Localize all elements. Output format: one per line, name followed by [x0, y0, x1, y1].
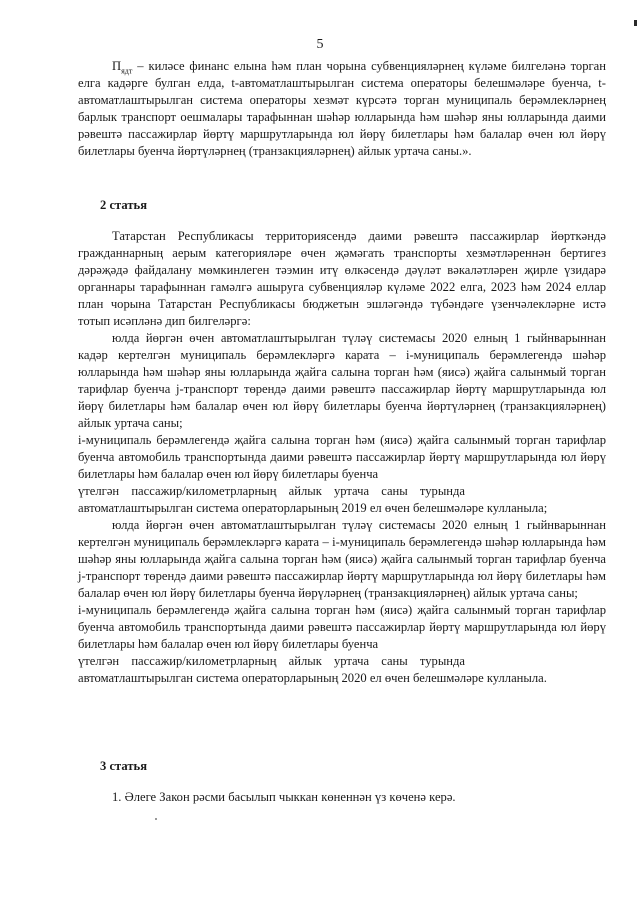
article-2-item-1-tail: автоматлаштырылган система операторларының 2019 ел өчен белешмәләре кулланыла; [78, 501, 548, 515]
article-2-item-2-continuation: i-муниципаль берәмлегендә җайга салына торган һәм (яисә) җайга салынмый торган тарифлар буенча автомобиль транспортында даими рәвештә пассажирлар йөртү маршрутларында юл йөрү билетлары һәм балалар өчен юл йөрү билетлары буенча [78, 603, 606, 651]
scan-edge-mark [634, 20, 637, 26]
article-2-item-2-tail: автоматлаштырылган система операторларының 2020 ел өчен белешмәләре кулланыла. [78, 671, 547, 685]
formula-subscript: ядт [121, 66, 133, 76]
formula-symbol: П [112, 59, 122, 73]
scan-speck [155, 818, 157, 820]
article-2-item-1-continuation: i-муниципаль берәмлегендә җайга салына торган һәм (яисә) җайга салынмый торган тарифлар буенча автомобиль транспортында даими рәвештә пассажирлар йөртү маршрутларында юл йөрү билетлары һәм балалар өчен юл йөрү билетлары буенча [78, 433, 606, 481]
article-2-item-1: юлда йөргән өчен автоматлаштырылган түләү системасы 2020 елның 1 гыйнварыннан кадәр кертелгән муниципаль берәмлекләргә карата – i-муниципаль берәмлегендә шәһәр юлларында һәм шәһәр яны юлларында җайга салына торган һәм (яисә) җайга салынмый торган тарифлар буенча j-транспорт төрендә даими рәвештә пассажирлар йөртү маршрутларында юл йөрү билетлары һәм балалар өчен юл йөрү билетлары буенча йөртүләрнең (транзакцияләрнең) айлык уртача саны; [78, 331, 606, 430]
article-3-body [78, 789, 606, 806]
article-2-item-2-tail-line: үтелгән пассажир/километрларның айлык уртача саны турында [78, 654, 466, 668]
article-3-heading: 3 статья [100, 759, 148, 773]
intro-text: – киләсе финанс елына һәм план чорына субвенцияләрнең күләме билгеләнә торган елга кадәрге булган елда, t-автоматлаштырылган система операторы белешмәләре буенча, t-автоматлаштырылган система операторы хезмәт күрсәтә торган муниципаль берәмлекләрнең барлык транспорт оешмалары тарафыннан шәһәр юлларында һәм шәһәр яны юлларында даими рәвештә пассажирлар йөртү маршрутларында юл йөрү билетлары һәм балалар өчен юл йөрү билетлары буенча йөртүләрнең (транзакцияләрнең) айлык уртача саны.». [78, 59, 606, 158]
article-2-item-1-tail-line: үтелгән пассажир/километрларның айлык уртача саны турында [78, 484, 466, 498]
article-2-item-2: юлда йөргән өчен автоматлаштырылган түләү системасы 2020 елның 1 гыйнварыннан кертелгән муниципаль берәмлекләргә карата – i-муниципаль берәмлегендә шәһәр юлларында һәм шәһәр яны юлларында җайга салына торган һәм (яисә) җайга салынмый торган тарифлар буенча j-транспорт төрендә даими рәвештә пассажирлар йөртү маршрутларында юл йөрү билетлары һәм балалар өчен юл йөрү билетлары буенча йөрүләрнең (транзакцияләрнең) айлык уртача саны; [78, 518, 606, 600]
article-2-body [78, 228, 606, 687]
page-number: 5 [316, 37, 324, 52]
intro-definition [78, 58, 606, 160]
article-2-intro: Татарстан Республикасы территориясендә даими рәвештә пассажирлар йөрткәндә гражданнарның аерым категорияләре өчен җәмәгать транспорты хезмәтләреннән бертигез дәрәҗәдә файдалану мөмкинлеген тәэмин итү өлкәсендә дәүләт вәкаләтләрен җирле үзидарә органнары тарафыннан гамәлгә ашыруга субвенцияләр күләме 2022 елга, 2023 һәм 2024 еллар план чорына Татарстан Республикасы бюджетын эшләгәндә түбәндәге үзенчәлекләрне истә тотып исәпләнә дип билгеләргә: [78, 229, 606, 328]
intro-paragraph [78, 58, 606, 160]
article-2-heading: 2 статья [100, 198, 148, 212]
article-3-item-1: 1. Әлеге Закон рәсми басылып чыккан көненнән үз көченә керә. [112, 790, 456, 804]
